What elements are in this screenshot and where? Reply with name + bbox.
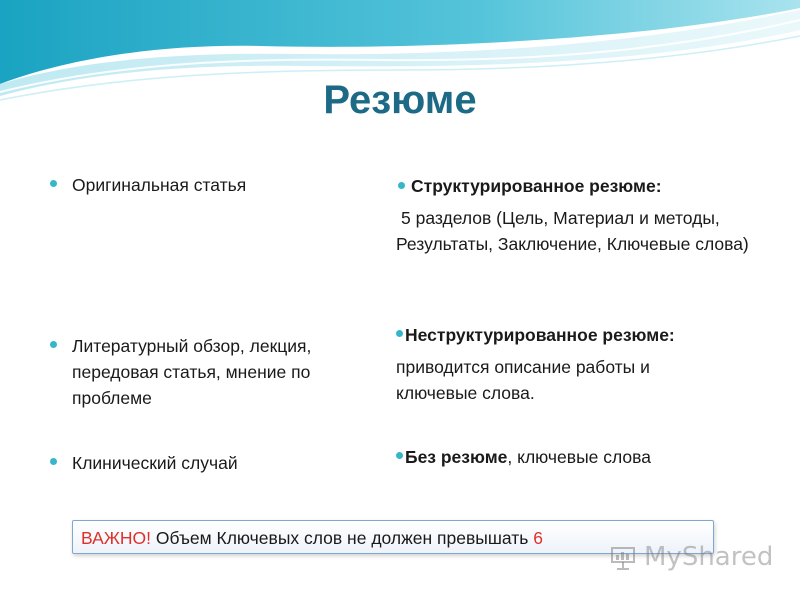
callout-text: Объем Ключевых слов не должен превышать bbox=[151, 528, 534, 548]
bullet-dot bbox=[396, 452, 403, 459]
presentation-board-icon bbox=[610, 546, 636, 570]
left-item-literature-review: Литературный обзор, лекция, передовая статья, мнение по проблеме bbox=[72, 336, 312, 408]
no-abstract-label: Без резюме bbox=[405, 447, 508, 467]
callout-number: 6 bbox=[533, 528, 543, 548]
important-label: ВАЖНО! bbox=[81, 528, 152, 548]
unstructured-abstract-desc: приводится описание работы и ключевые слова. bbox=[396, 357, 650, 403]
bullet-dot bbox=[50, 180, 57, 187]
left-item-original-article: Оригинальная статья bbox=[72, 175, 247, 195]
watermark-text: MyShared bbox=[644, 542, 774, 572]
bullet-dot bbox=[396, 330, 403, 337]
left-item-clinical-case: Клинический случай bbox=[72, 453, 238, 473]
no-abstract-rest: , ключевые слова bbox=[507, 447, 651, 467]
watermark bbox=[610, 540, 774, 574]
bullet-dot bbox=[50, 458, 57, 465]
bullet-dot bbox=[50, 341, 57, 348]
structured-abstract-label: Структурированное резюме: bbox=[411, 176, 662, 196]
no-abstract-line bbox=[405, 444, 651, 470]
bullet-dot bbox=[398, 182, 405, 189]
slide-title: Резюме bbox=[323, 78, 477, 122]
structured-abstract-desc: 5 разделов (Цель, Материал и методы, Результаты, Заключение, Ключевые слова) bbox=[396, 208, 749, 254]
unstructured-abstract-label: Неструктурированное резюме: bbox=[405, 325, 675, 345]
